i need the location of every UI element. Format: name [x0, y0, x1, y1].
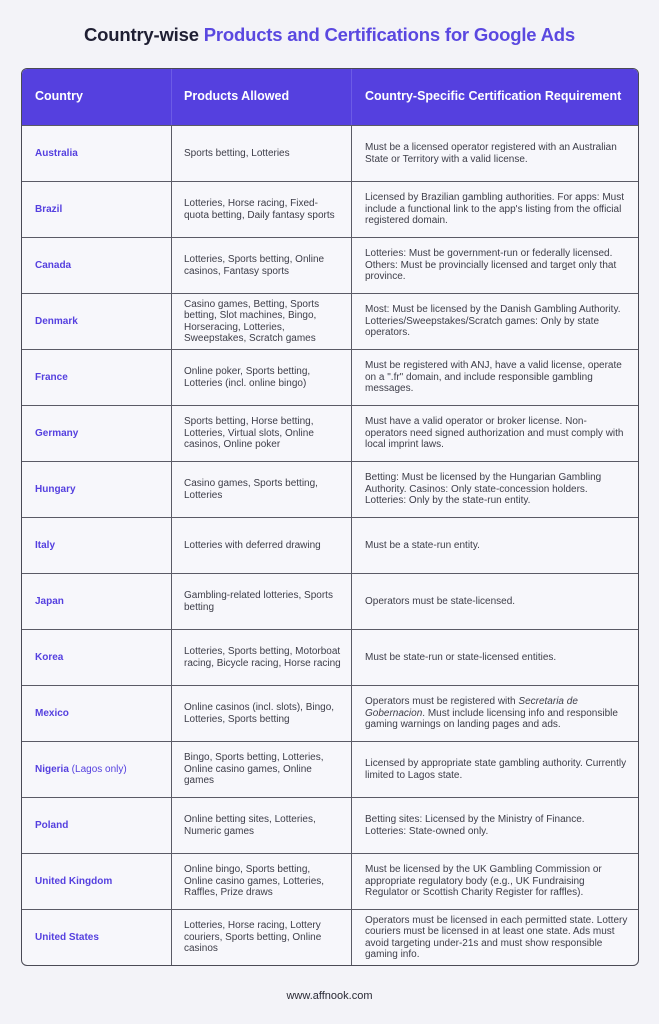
- products-cell: Casino games, Sports betting, Lotteries: [172, 462, 352, 517]
- products-cell: Gambling-related lotteries, Sports betting: [172, 574, 352, 629]
- country-cell: [22, 462, 172, 517]
- table-row: [22, 349, 638, 405]
- requirement-cell: Must be a licensed operator registered with an Australian State or Territory with a valid license.: [365, 142, 617, 165]
- country-label: Poland: [35, 819, 69, 831]
- page-title: [0, 24, 659, 46]
- country-name: [35, 540, 55, 552]
- country-name: [35, 708, 69, 720]
- table-row: [22, 797, 638, 853]
- products-cell: Bingo, Sports betting, Lotteries, Online casino games, Online games: [172, 742, 352, 797]
- requirement-cell: [352, 686, 638, 741]
- requirement-cell: Licensed by Brazilian gambling authorities. For apps: Must include a functional link to the app's listing from the official registered domain.: [365, 192, 625, 227]
- table-header-row: [22, 69, 638, 125]
- country-name: [35, 596, 64, 608]
- country-note: (Lagos only): [68, 763, 127, 775]
- title-highlight: Products and Certifications for Google Ads: [203, 24, 575, 45]
- country-label: Denmark: [35, 315, 78, 327]
- requirement-cell: Must have a valid operator or broker license. Non-operators need signed authorization and must comply with local imprint laws.: [365, 416, 624, 451]
- country-name: [35, 652, 63, 664]
- country-name: [35, 764, 127, 776]
- country-label: France: [35, 371, 68, 383]
- country-cell: [22, 574, 172, 629]
- country-cell: [22, 854, 172, 909]
- country-label: Brazil: [35, 203, 63, 215]
- table-row: [22, 237, 638, 293]
- country-name: [35, 148, 78, 160]
- country-name: [35, 484, 76, 496]
- table-row: [22, 405, 638, 461]
- country-label: United States: [35, 931, 99, 943]
- country-label: Korea: [35, 651, 64, 663]
- country-cell: [22, 686, 172, 741]
- country-label: Nigeria: [35, 763, 69, 775]
- requirement-cell: Must be licensed by the UK Gambling Commission or appropriate regulatory body (e.g., UK Fundraising Regulator or Scottish Charity Register for raffles).: [365, 864, 602, 899]
- products-cell: Online bingo, Sports betting, Online casino games, Lotteries, Raffles, Prize draws: [172, 854, 352, 909]
- products-cell: Casino games, Betting, Sports betting, Slot machines, Bingo, Horseracing, Lotteries, Sweepstakes, Scratch games: [172, 294, 352, 349]
- country-cell: [22, 910, 172, 965]
- country-cell: [22, 518, 172, 573]
- country-name: [35, 260, 71, 272]
- country-cell: [22, 238, 172, 293]
- country-label: Japan: [35, 595, 64, 607]
- products-cell: Online betting sites, Lotteries, Numeric games: [172, 798, 352, 853]
- table-row: [22, 461, 638, 517]
- country-cell: [22, 406, 172, 461]
- table-row: [22, 125, 638, 181]
- authority-name: Secretaria de Gobernacion: [365, 696, 578, 719]
- requirement-cell: Must be a state-run entity.: [365, 539, 480, 551]
- table-row: [22, 629, 638, 685]
- country-cell: [22, 350, 172, 405]
- country-label: United Kingdom: [35, 875, 113, 887]
- table-row: [22, 293, 638, 349]
- country-name: [35, 932, 99, 944]
- country-name: [35, 204, 62, 216]
- header-requirement: Country-Specific Certification Requirement: [365, 89, 622, 104]
- products-cell: Lotteries, Sports betting, Online casinos, Fantasy sports: [172, 238, 352, 293]
- requirement-cell: Operators must be licensed in each permitted state. Lottery couriers must be licensed in at least one state. Ads must avoid targeting under-21s and must show responsible gaming info.: [365, 914, 628, 960]
- country-cell: [22, 126, 172, 181]
- footer-url: www.affnook.com: [286, 990, 373, 1002]
- requirement-cell: Licensed by appropriate state gambling authority. Currently limited to Lagos state.: [365, 758, 627, 781]
- country-name: [35, 428, 78, 440]
- requirement-cell: Lotteries: Must be government-run or federally licensed. Others: Must be provincially licensed and target only that province.: [365, 248, 617, 283]
- table-row: [22, 741, 638, 797]
- country-cell: [22, 742, 172, 797]
- products-cell: Sports betting, Lotteries: [172, 126, 352, 181]
- requirement-cell: Operators must be state-licensed.: [365, 595, 516, 607]
- title-prefix: Country-wise: [84, 24, 199, 45]
- products-cell: Sports betting, Horse betting, Lotteries, Virtual slots, Online casinos, Online poker: [172, 406, 352, 461]
- country-name: [35, 372, 68, 384]
- country-cell: [22, 182, 172, 237]
- country-label: Canada: [35, 259, 72, 271]
- requirement-cell: Most: Must be licensed by the Danish Gambling Authority. Lotteries/Sweepstakes/Scratch games: Only by state operators.: [365, 304, 621, 339]
- country-label: Australia: [35, 147, 78, 159]
- country-name: [35, 876, 112, 888]
- table-row: [22, 853, 638, 909]
- country-label: Italy: [35, 539, 56, 551]
- table-row: [22, 181, 638, 237]
- header-products: Products Allowed: [172, 69, 352, 125]
- table-row: [22, 573, 638, 629]
- country-label: Mexico: [35, 707, 69, 719]
- table-row: [22, 909, 638, 965]
- certification-table: [21, 68, 639, 966]
- country-cell: [22, 630, 172, 685]
- country-label: Germany: [35, 427, 79, 439]
- country-name: [35, 820, 68, 832]
- products-cell: Lotteries, Horse racing, Fixed-quota betting, Daily fantasy sports: [172, 182, 352, 237]
- country-cell: [22, 798, 172, 853]
- products-cell: Lotteries with deferred drawing: [172, 518, 352, 573]
- requirement-cell: Must be registered with ANJ, have a valid license, operate on a ".fr" domain, and include responsible gambling messages.: [365, 360, 622, 395]
- table-row: [22, 685, 638, 741]
- country-label: Hungary: [35, 483, 76, 495]
- products-cell: Online casinos (incl. slots), Bingo, Lotteries, Sports betting: [172, 686, 352, 741]
- header-country: Country: [22, 69, 172, 125]
- requirement-cell: Betting: Must be licensed by the Hungarian Gambling Authority. Casinos: Only state-concession holders. Lotteries: Only by the state-run entity.: [365, 472, 602, 507]
- requirement-cell: Must be state-run or state-licensed entities.: [365, 651, 557, 663]
- country-name: [35, 316, 78, 328]
- table-row: [22, 517, 638, 573]
- products-cell: Lotteries, Horse racing, Lottery couriers, Sports betting, Online casinos: [172, 910, 352, 965]
- products-cell: Online poker, Sports betting, Lotteries (incl. online bingo): [172, 350, 352, 405]
- country-cell: [22, 294, 172, 349]
- products-cell: Lotteries, Sports betting, Motorboat racing, Bicycle racing, Horse racing: [172, 630, 352, 685]
- requirement-text: Operators must be registered with Secretaria de Gobernacion. Must include licensing info and responsible gaming warnings on landing pages and ads.: [365, 696, 618, 731]
- requirement-cell: Betting sites: Licensed by the Ministry of Finance. Lotteries: State-owned only.: [365, 814, 585, 837]
